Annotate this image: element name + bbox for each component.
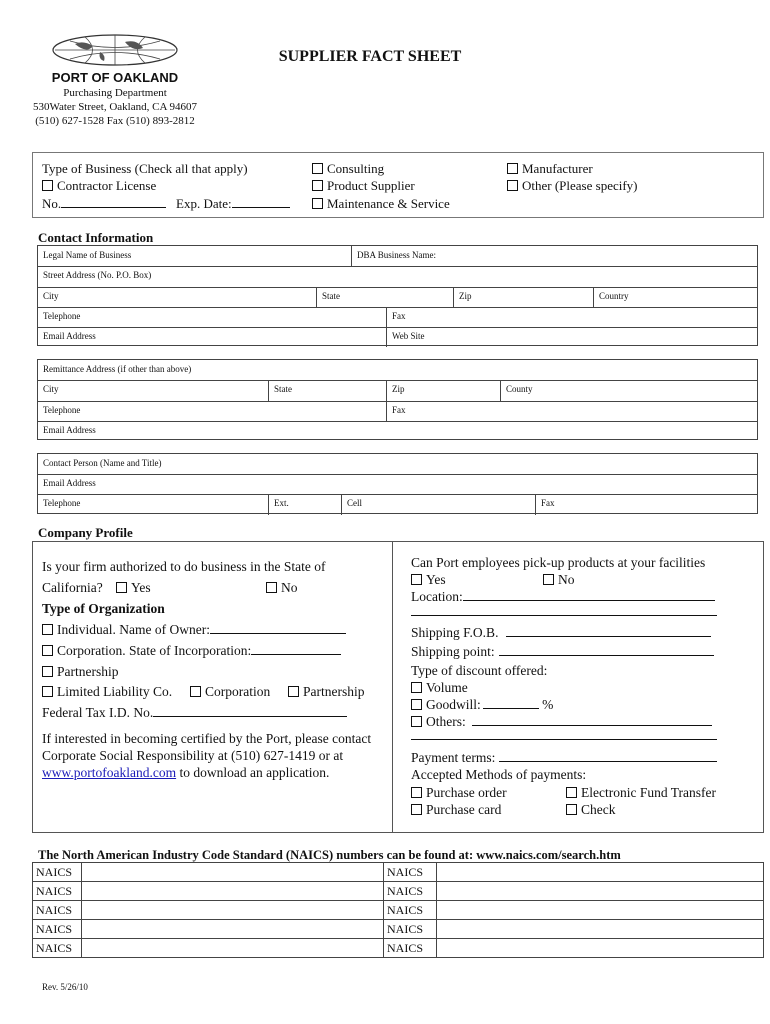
naics-label: NAICS <box>384 939 437 958</box>
purchase-order-label: Purchase order <box>426 785 507 800</box>
percent-sign: % <box>542 697 554 712</box>
authorized-question: Is your firm authorized to do business in the State of <box>42 559 326 574</box>
purchase-card-label: Purchase card <box>426 802 502 817</box>
discount-type-label: Type of discount offered: <box>411 663 548 678</box>
consulting-checkbox[interactable] <box>312 161 384 177</box>
naics-input[interactable] <box>437 939 764 958</box>
check-label: Check <box>581 802 616 817</box>
remit-email-field[interactable]: Email Address <box>43 425 96 435</box>
location-field[interactable] <box>411 589 715 605</box>
authorized-no-checkbox[interactable] <box>266 580 298 596</box>
pickup-yes-checkbox[interactable] <box>411 572 446 588</box>
other-label: Other (Please specify) <box>522 178 638 193</box>
certification-text <box>42 730 371 781</box>
corporation-label: Corporation <box>205 684 271 699</box>
naics-label: NAICS <box>384 920 437 939</box>
company-profile-heading: Company Profile <box>38 525 133 540</box>
organization-type-label: Type of Organization <box>42 601 165 616</box>
naics-input[interactable] <box>82 901 384 920</box>
manufacturer-checkbox[interactable] <box>507 161 593 177</box>
volume-checkbox[interactable] <box>411 680 468 696</box>
remit-telephone-field[interactable]: Telephone <box>43 405 81 415</box>
payment-terms-label: Payment terms: <box>411 750 496 765</box>
naics-label: NAICS <box>33 863 82 882</box>
naics-input[interactable] <box>82 882 384 901</box>
corporation-checkbox[interactable] <box>190 684 270 700</box>
contact-ext-field[interactable]: Ext. <box>274 498 289 508</box>
remit-state-field[interactable]: State <box>274 384 292 394</box>
pickup-yes-label: Yes <box>426 572 446 587</box>
shipping-fob-field[interactable] <box>411 625 711 641</box>
exp-date-label: Exp. Date: <box>176 196 232 211</box>
naics-heading: The North American Industry Code Standard (NAICS) numbers can be found at: www.naics.com/search.htm <box>38 848 621 862</box>
telephone-field[interactable]: Telephone <box>43 311 81 321</box>
individual-label: Individual. Name of Owner: <box>57 622 210 637</box>
volume-label: Volume <box>426 680 468 695</box>
country-field[interactable]: Country <box>599 291 629 301</box>
location-label: Location: <box>411 589 463 604</box>
revision-label: Rev. 5/26/10 <box>42 982 88 992</box>
llc-label: Limited Liability Co. <box>57 684 173 699</box>
cert-line-3 <box>42 764 371 781</box>
remittance-table <box>37 359 758 440</box>
remit-city-field[interactable]: City <box>43 384 59 394</box>
naics-table <box>32 862 764 958</box>
dba-name-field[interactable]: DBA Business Name: <box>357 250 437 260</box>
tax-id-label: Federal Tax I.D. No. <box>42 705 154 720</box>
consulting-label: Consulting <box>327 161 385 176</box>
department-name: Purchasing Department <box>63 87 167 99</box>
naics-label: NAICS <box>33 901 82 920</box>
maintenance-service-checkbox[interactable] <box>312 196 450 212</box>
others-checkbox[interactable] <box>411 714 712 730</box>
contact-email-field[interactable]: Email Address <box>43 478 96 488</box>
goodwill-checkbox[interactable] <box>411 697 553 713</box>
table-row <box>33 882 764 901</box>
shipping-point-label: Shipping point: <box>411 644 495 659</box>
partnership-checkbox[interactable] <box>42 664 119 680</box>
license-number-field[interactable] <box>42 196 166 212</box>
table-row <box>33 901 764 920</box>
naics-input[interactable] <box>437 920 764 939</box>
shipping-fob-label: Shipping F.O.B. <box>411 625 499 640</box>
payment-terms-field[interactable] <box>411 750 717 766</box>
port-of-oakland-logo <box>40 32 190 86</box>
others-label: Others: <box>426 714 466 729</box>
contractor-license-checkbox[interactable] <box>42 178 156 194</box>
tax-id-field[interactable] <box>42 705 347 721</box>
department-info <box>20 86 210 128</box>
state-field[interactable]: State <box>322 291 340 301</box>
svg-text:PORT OF OAKLAND: PORT OF OAKLAND <box>51 70 179 85</box>
location-line-2[interactable] <box>411 615 717 616</box>
authorized-question-2: California? <box>42 580 103 595</box>
product-supplier-checkbox[interactable] <box>312 178 415 194</box>
cert-line-1: If interested in becoming certified by the Port, please contact <box>42 731 372 746</box>
remit-fax-field[interactable]: Fax <box>392 405 406 415</box>
remit-zip-field[interactable]: Zip <box>392 384 405 394</box>
naics-input[interactable] <box>82 863 384 882</box>
contact-person-field[interactable]: Contact Person (Name and Title) <box>43 458 162 468</box>
fax-field[interactable]: Fax <box>392 311 406 321</box>
contact-cell-field[interactable]: Cell <box>347 498 362 508</box>
authorized-yes-checkbox[interactable] <box>116 580 151 596</box>
naics-input[interactable] <box>437 863 764 882</box>
naics-label: NAICS <box>384 863 437 882</box>
others-line-2[interactable] <box>411 739 717 740</box>
contact-telephone-field[interactable]: Telephone <box>43 498 81 508</box>
goodwill-label: Goodwill: <box>426 697 481 712</box>
website-field[interactable]: Web Site <box>392 331 425 341</box>
naics-input[interactable] <box>437 901 764 920</box>
business-type-label: Type of Business (Check all that apply) <box>42 161 248 176</box>
zip-field[interactable]: Zip <box>459 291 472 301</box>
city-field[interactable]: City <box>43 291 59 301</box>
product-supplier-label: Product Supplier <box>327 178 415 193</box>
authorized-yes-label: Yes <box>131 580 151 595</box>
contractor-license-label: Contractor License <box>57 178 157 193</box>
partnership2-label: Partnership <box>303 684 365 699</box>
naics-label: NAICS <box>33 882 82 901</box>
naics-input[interactable] <box>437 882 764 901</box>
pickup-question: Can Port employees pick-up products at your facilities <box>411 555 706 570</box>
shipping-point-field[interactable] <box>411 644 714 660</box>
eft-label: Electronic Fund Transfer <box>581 785 716 800</box>
eft-checkbox[interactable] <box>566 785 716 801</box>
cert-line-3-text: to download an application. <box>176 765 330 780</box>
naics-label: NAICS <box>33 939 82 958</box>
remittance-address-field[interactable]: Remittance Address (if other than above) <box>43 364 192 374</box>
street-address-field[interactable]: Street Address (No. P.O. Box) <box>43 270 152 280</box>
individual-checkbox[interactable] <box>42 622 346 638</box>
contact-heading: Contact Information <box>38 230 154 245</box>
check-checkbox[interactable] <box>566 802 616 818</box>
naics-label: NAICS <box>384 901 437 920</box>
contact-fax-field[interactable]: Fax <box>541 498 555 508</box>
partnership2-checkbox[interactable] <box>288 684 365 700</box>
maintenance-service-label: Maintenance & Service <box>327 196 450 211</box>
partnership-label: Partnership <box>57 664 119 679</box>
purchase-order-checkbox[interactable] <box>411 785 507 801</box>
cert-line-2: Corporate Social Responsibility at (510) 627-1419 or at <box>42 748 344 763</box>
purchase-card-checkbox[interactable] <box>411 802 501 818</box>
contact-person-table <box>37 453 758 514</box>
email-field[interactable]: Email Address <box>43 331 96 341</box>
page-title: SUPPLIER FACT SHEET <box>278 48 462 65</box>
table-row <box>33 939 764 958</box>
llc-checkbox[interactable] <box>42 684 172 700</box>
naics-input[interactable] <box>82 939 384 958</box>
authorized-no-label: No <box>281 580 298 595</box>
department-address: 530Water Street, Oakland, CA 94607 <box>32 101 198 113</box>
department-phone: (510) 627-1528 Fax (510) 893-2812 <box>35 115 195 127</box>
corporation-state-label: Corporation. State of Incorporation: <box>57 643 252 658</box>
pickup-no-checkbox[interactable] <box>543 572 575 588</box>
table-row <box>33 863 764 882</box>
contact-table <box>37 245 758 346</box>
table-row <box>33 920 764 939</box>
other-checkbox[interactable] <box>507 178 638 194</box>
legal-name-field[interactable]: Legal Name of Business <box>43 250 132 260</box>
remit-county-field[interactable]: County <box>506 384 533 394</box>
portofoakland-link[interactable]: www.portofoakland.com <box>42 765 177 780</box>
naics-label: NAICS <box>33 920 82 939</box>
exp-date-field[interactable] <box>176 196 290 212</box>
license-no-label: No. <box>42 196 62 211</box>
naics-label: NAICS <box>384 882 437 901</box>
naics-input[interactable] <box>82 920 384 939</box>
corporation-state-checkbox[interactable] <box>42 643 341 659</box>
pickup-no-label: No <box>558 572 575 587</box>
payment-methods-label: Accepted Methods of payments: <box>411 767 587 782</box>
manufacturer-label: Manufacturer <box>522 161 593 176</box>
